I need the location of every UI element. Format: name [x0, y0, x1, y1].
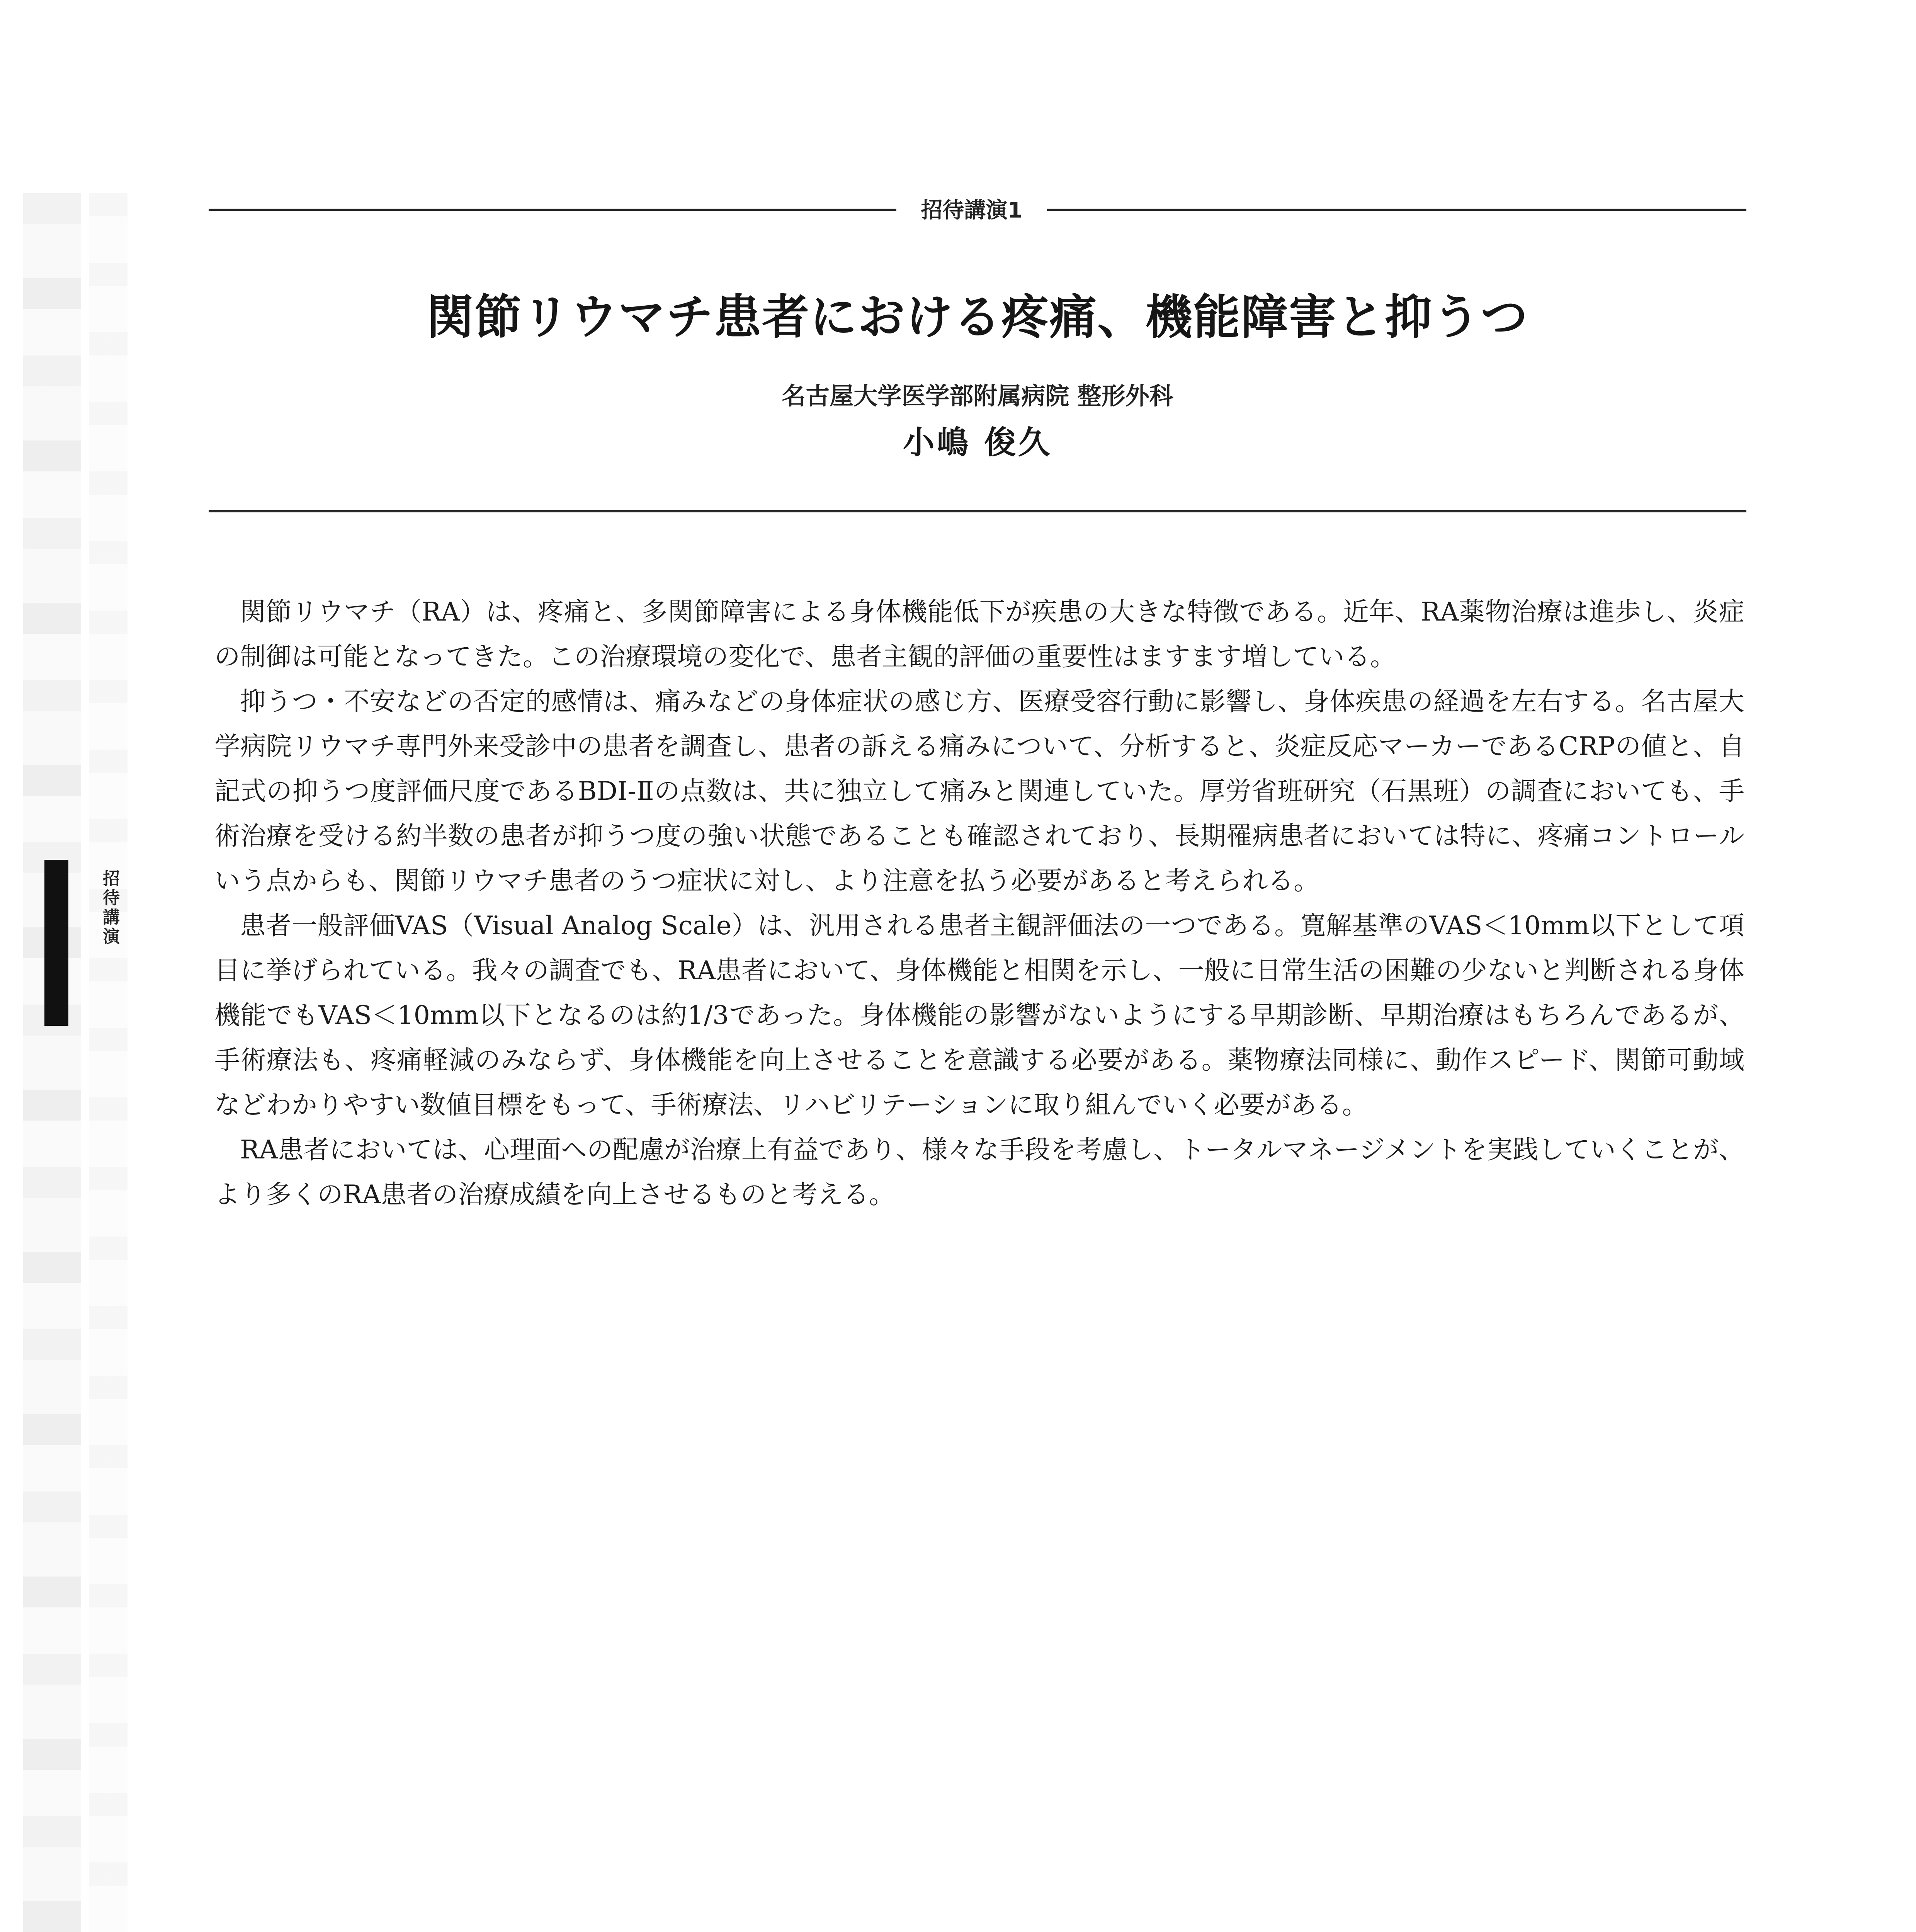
body-paragraph: 患者一般評価VAS（Visual Analog Scale）は、汎用される患者主観評価法の一つである。寛解基準のVAS＜10mm以下として項目に挙げられている。我々の調査でも、RA患者において、身体機能と相関を示し、一般に日常生活の困難の少ないと判断される身体機能でもVAS＜10mm以下となるのは約1/3であった。身体機能の影響がないようにする早期診断、早期治療はもちろんであるが、手術療法も、疼痛軽減のみならず、身体機能を向上させることを意識する必要がある。薬物療法同様に、動作スピード、関節可動域などわかりやすい数値目標をもって、手術療法、リハビリテーションに取り組んでいく必要がある。	[214, 910, 1744, 1120]
article-body	[214, 589, 1744, 1217]
section-tab-label: 招待講演	[100, 869, 119, 947]
author-name: 小嶋 俊久	[903, 424, 1052, 461]
body-paragraph: 抑うつ・不安などの否定的感情は、痛みなどの身体症状の感じ方、医療受容行動に影響し、身体疾患の経過を左右する。名古屋大学病院リウマチ専門外来受診中の患者を調査し、患者の訴える痛みについて、分析すると、炎症反応マーカーであるCRPの値と、自記式の抑うつ度評価尺度であるBDI-Ⅱの点数は、共に独立して痛みと関連していた。厚労省班研究（石黒班）の調査においても、手術治療を受ける約半数の患者が抑うつ度の強い状態であることも確認されており、長期罹病患者においては特に、疼痛コントロールいう点からも、関節リウマチ患者のうつ症状に対し、より注意を払う必要があると考えられる。	[214, 686, 1744, 896]
title-divider	[209, 510, 1746, 512]
scan-bleed-through	[23, 193, 81, 1932]
header-rule-right	[1047, 209, 1746, 211]
section-category-label: 招待講演1	[921, 198, 1023, 223]
body-paragraph: 関節リウマチ（RA）は、疼痛と、多関節障害による身体機能低下が疾患の大きな特徴である。近年、RA薬物治療は進歩し、炎症の制御は可能となってきた。この治療環境の変化で、患者主観的評価の重要性はますます増している。	[214, 597, 1744, 672]
body-paragraph: RA患者においては、心理面への配慮が治療上有益であり、様々な手段を考慮し、トータルマネージメントを実践していくことが、より多くのRA患者の治療成績を向上させるものと考える。	[214, 1134, 1744, 1209]
author-affiliation: 名古屋大学医学部附属病院 整形外科	[782, 382, 1173, 410]
section-tab-marker	[44, 860, 68, 1026]
scan-bleed-through-inner	[89, 193, 128, 1932]
header-rule-left	[209, 209, 896, 211]
article-title: 関節リウマチ患者における疼痛、機能障害と抑うつ	[427, 289, 1528, 345]
